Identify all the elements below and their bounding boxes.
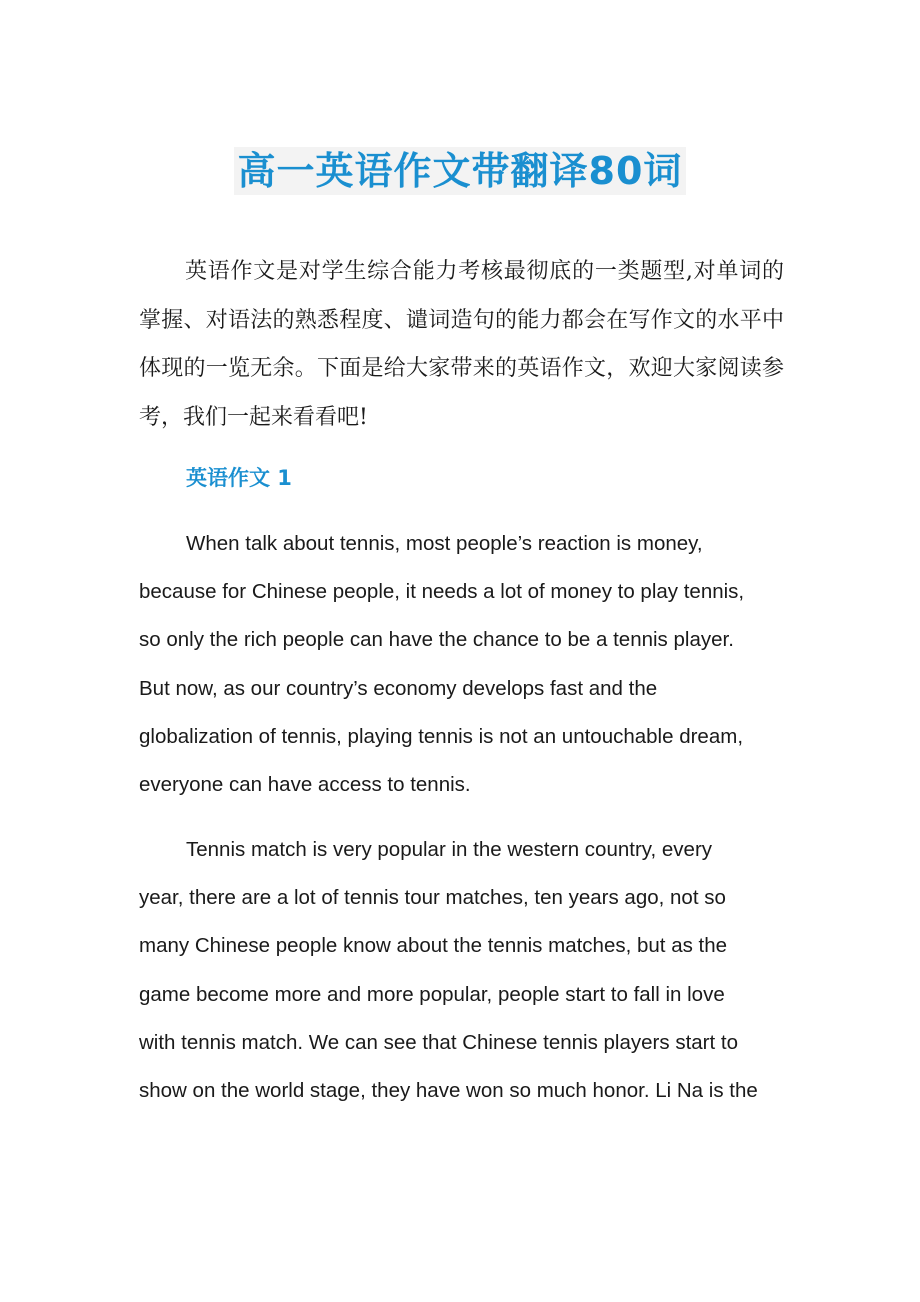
paragraph-line: with tennis match. We can see that Chinese tennis players start to [139,1030,738,1054]
paragraph-line: When talk about tennis, most people’s reaction is money, [186,532,703,555]
paragraph-line: everyone can have access to tennis. [139,773,471,797]
essay-paragraph-2 [139,826,799,1115]
paragraph-line: many Chinese people know about the tennis matches, but as the [139,934,728,958]
paragraph-line: But now, as our country’s economy develops fast and the [139,676,658,700]
document-title [0,143,920,199]
paragraph-line: globalization of tennis, playing tennis is not an untouchable dream, [139,724,744,748]
paragraph-line: because for Chinese people, it needs a lot of money to play tennis, [139,580,745,604]
paragraph-line: game become more and more popular, people start to fall in love [139,982,725,1006]
paragraph-line: Tennis match is very popular in the western country, every [186,838,713,861]
paragraph-line: year, there are a lot of tennis tour matches, ten years ago, not so [139,886,726,910]
essay-paragraph-1 [139,520,799,809]
document-title-text: 高一英语作文带翻译80词 [234,147,687,195]
section-heading: 英语作文 1 [186,466,292,490]
intro-paragraph: 英语作文是对学生综合能力考核最彻底的一类题型,对单词的掌握、对语法的熟悉程度、谴词造句的能力都会在写作文的水平中体现的一览无余。下面是给大家带来的英语作文，欢迎大家阅读参考，我们一起来看看吧! [139,259,784,430]
paragraph-line: so only the rich people can have the chance to be a tennis player. [139,628,734,652]
paragraph-line: show on the world stage, they have won so much honor. Li Na is the [139,1079,758,1103]
